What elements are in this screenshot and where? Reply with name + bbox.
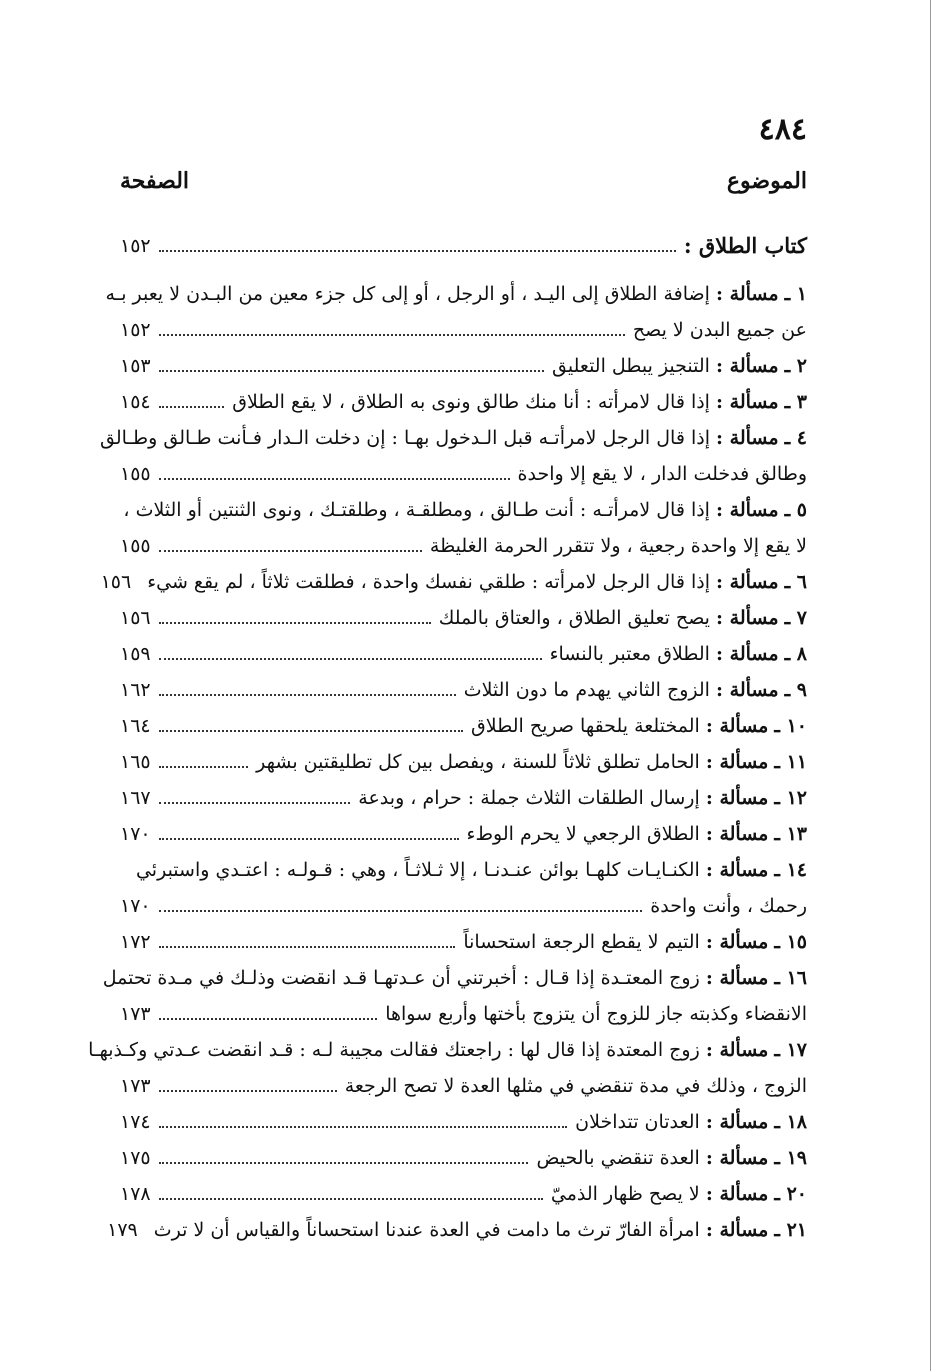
dot-leader [159,946,456,948]
entry-page-number: ١٥٥ [120,463,151,485]
entry-number: ٦ ـ [784,571,807,593]
dot-leader [159,766,249,768]
entry-text [103,966,807,990]
entry-body: عن جميع البدن لا يصح [632,319,807,341]
toc-entry[interactable] [120,486,807,522]
toc-entry[interactable] [105,270,807,306]
entry-body: امرأة الفارّ ترث ما دامت في العدة عندنا استحساناً والقياس أن لا ترث [153,1219,700,1241]
dot-leader [159,406,225,408]
toc-entry[interactable] [120,846,807,882]
entry-page-number: ١٦٢ [120,679,151,701]
entry-body: زوج المعتدة إذا قال لها : راجعتك فقالت مجيبة لـه : قـد انقضت عـدتي وكـذبهـا [88,1039,700,1061]
issue-keyword: مسألة : [716,391,779,413]
book-title-row[interactable] [120,222,807,258]
toc-entry[interactable] [120,1170,807,1206]
dot-leader [159,658,542,660]
toc-entry-continuation[interactable] [120,1062,807,1098]
entry-text [467,822,807,846]
entry-body: رحمك ، وأنت واحدة [650,895,807,917]
entry-body: يصح تعليق الطلاق ، والعتاق بالملك [438,607,710,629]
entry-text [471,714,807,738]
entry-number: ١٣ ـ [774,823,807,845]
entry-body: الانقضاء وكذبته جاز للزوج أن يتزوج بأختها وأربع سواها [385,1003,807,1025]
entry-body: إضافة الطلاق إلى اليـد ، أو الرجل ، أو إلى كل جزء معين من البـدن لا يعبر بـه [105,283,710,305]
toc-entry[interactable] [120,810,807,846]
toc-entry[interactable] [120,918,807,954]
issue-keyword: مسألة : [705,1039,769,1061]
entry-page-number: ١٦٧ [120,787,151,809]
entry-body: التنجيز يبطل التعليق [552,355,710,377]
column-header [120,168,807,208]
entry-text [439,606,807,630]
entry-number: ٢٠ ـ [774,1183,807,1205]
entry-number: ٢ ـ [784,355,807,377]
page-edge-rule [930,0,931,1371]
entry-page-number: ١٧٠ [120,823,151,845]
dot-leader [159,370,544,372]
entry-number: ٣ ـ [784,391,807,413]
entry-body: الطلاق الرجعي لا يحرم الوطء [466,823,700,845]
entry-text [345,1074,807,1098]
entry-text [123,498,807,522]
entry-text [575,1110,807,1134]
toc-entry[interactable] [120,1134,807,1170]
issue-keyword: مسألة : [716,643,779,665]
entry-text [550,642,807,666]
entry-body: إذا قال لامرأته : أنا منك طالق ونوى به الطلاق ، لا يقع الطلاق [232,391,710,413]
entry-number: ١٤ ـ [774,859,807,881]
entry-text [463,930,807,954]
dot-leader [159,1126,568,1128]
dot-leader [159,910,643,912]
entry-number: ٢١ ـ [774,1219,807,1241]
issue-keyword: مسألة : [705,1111,769,1133]
entry-body: إذا قال الرجل لامرأتـه قبل الـدخول بهـا : إن دخلت الـدار فـأنت طـالق وطـالق [100,427,710,449]
entry-page-number: ١٦٥ [120,751,151,773]
entry-text [147,570,807,594]
entry-number: ٥ ـ [784,499,807,521]
issue-keyword: مسألة : [705,715,769,737]
issue-keyword: مسألة : [705,931,769,953]
entry-body: لا يقع إلا واحدة رجعية ، ولا تتقرر الحرمة الغليظة [429,535,807,557]
entry-page-number: ١٧٣ [120,1075,151,1097]
table-of-contents [88,222,807,1242]
entry-body: التيم لا يقطع الرجعة استحساناً [463,931,700,953]
entry-number: ٤ ـ [784,427,807,449]
entry-body: الزوج الثاني يهدم ما دون الثلاث [463,679,710,701]
issue-keyword: مسألة : [716,283,779,305]
issue-keyword: مسألة : [705,859,769,881]
entry-number: ٩ ـ [784,679,807,701]
entry-page-number: ١٧٥ [120,1147,151,1169]
toc-entry-continuation[interactable] [120,522,807,558]
issue-keyword: مسألة : [716,571,779,593]
entry-text [536,1146,807,1170]
issue-keyword: مسألة : [716,607,779,629]
toc-entry[interactable] [120,630,807,666]
entry-page-number: ١٦٤ [120,715,151,737]
dot-leader [159,250,676,252]
toc-entry[interactable] [88,1026,807,1062]
entry-number: ١٩ ـ [774,1147,807,1169]
entry-page-number: ١٧٣ [120,1003,151,1025]
dot-leader [159,838,459,840]
entry-list [88,270,807,1242]
toc-entry[interactable] [120,342,807,378]
entry-text [232,390,807,414]
issue-keyword: مسألة : [705,787,769,809]
entry-text [385,1002,807,1026]
dot-leader [159,334,625,336]
entry-page-number: ١٥٣ [120,355,151,377]
entry-body: العدة تنقضي بالحيض [536,1147,700,1169]
entry-text [518,462,807,486]
dot-leader [159,550,422,552]
entry-page-number: ١٧٨ [120,1183,151,1205]
entry-body: الزوج ، وذلك في مدة تنقضي في مثلها العدة لا تصح الرجعة [344,1075,807,1097]
entry-number: ٧ ـ [784,607,807,629]
book-title-page: ١٥٢ [120,235,151,257]
entry-page-number: ١٥٢ [120,319,151,341]
entry-page-number: ١٧٤ [120,1111,151,1133]
issue-keyword: مسألة : [716,499,779,521]
entry-page-number: ١٥٦ [100,571,132,593]
dot-leader [159,1162,529,1164]
entry-text [105,282,807,306]
entry-text [650,894,807,918]
entry-text [633,318,807,342]
toc-entry[interactable] [102,954,807,990]
entry-text [256,750,807,774]
issue-keyword: مسألة : [716,679,779,701]
entry-page-number: ١٥٤ [120,391,151,413]
entry-page-number: ١٧٠ [120,895,151,917]
dot-leader [159,802,351,804]
entry-number: ١٠ ـ [774,715,807,737]
toc-entry[interactable] [120,1098,807,1134]
issue-keyword: مسألة : [705,1183,769,1205]
toc-entry[interactable] [120,666,807,702]
toc-entry[interactable] [100,414,807,450]
entry-number: ١٦ ـ [774,967,807,989]
entry-text [464,678,807,702]
entry-text [430,534,807,558]
dot-leader [159,1198,543,1200]
entry-number: ١٨ ـ [774,1111,807,1133]
entry-body: الحامل تطلق ثلاثاً للسنة ، ويفصل بين كل تطليقتين بشهر [256,751,700,773]
entry-text [551,1182,807,1206]
toc-entry[interactable] [120,594,807,630]
toc-entry[interactable] [120,702,807,738]
toc-entry[interactable] [100,558,807,594]
entry-body: إذا قال لامرأتـه : أنت طـالق ، ومطلقـة ، وطلقتـك ، ونوى الثنتين أو الثلاث ، [123,499,710,521]
entry-text [154,1218,807,1242]
entry-body: إرسال الطلقات الثلاث جملة : حرام ، وبدعة [358,787,700,809]
entry-page-number: ١٥٥ [120,535,151,557]
issue-keyword: مسألة : [716,427,779,449]
entry-page-number: ١٥٩ [120,643,151,665]
entry-text [100,426,807,450]
entry-number: ١١ ـ [774,751,807,773]
dot-leader [159,622,431,624]
toc-entry-continuation[interactable] [120,882,807,918]
entry-page-number: ١٧٢ [120,931,151,953]
toc-entry-continuation[interactable] [120,450,807,486]
toc-entry[interactable] [120,774,807,810]
dot-leader [159,694,456,696]
entry-number: ٨ ـ [784,643,807,665]
entry-body: إذا قال الرجل لامرأته : طلقي نفسك واحدة ، فطلقت ثلاثاً ، لم يقع شيء [147,571,710,593]
dot-leader [159,1090,337,1092]
toc-entry[interactable] [107,1206,807,1242]
entry-body: وطالق فدخلت الدار ، لا يقع إلا واحدة [517,463,807,485]
toc-entry-continuation[interactable] [120,990,807,1026]
dot-leader [159,730,463,732]
entry-number: ١٧ ـ [774,1039,807,1061]
entry-body: زوج المعتـدة إذا قـال : أخبرتني أن عـدتهـا قـد انقضت وذلـك في مـدة تحتمل [102,967,700,989]
entry-number: ١٥ ـ [774,931,807,953]
entry-body: الطلاق معتبر بالنساء [549,643,710,665]
page-number: ٤٨٤ [758,112,807,147]
dot-leader [159,478,510,480]
entry-text [136,858,807,882]
subject-column-label: الموضوع [726,168,807,194]
issue-keyword: مسألة : [705,823,769,845]
toc-entry[interactable] [120,738,807,774]
issue-keyword: مسألة : [705,1219,769,1241]
entry-text [88,1038,807,1062]
toc-entry-continuation[interactable] [120,306,807,342]
entry-body: المختلعة يلحقها صريح الطلاق [471,715,700,737]
entry-text [358,786,807,810]
entry-body: العدتان تتداخلان [575,1111,700,1133]
entry-page-number: ١٧٩ [107,1219,138,1241]
issue-keyword: مسألة : [705,1147,769,1169]
issue-keyword: مسألة : [716,355,779,377]
issue-keyword: مسألة : [705,751,769,773]
entry-body: الكنـايـات كلهـا بوائن عنـدنـا ، إلا ثـلاثـاً ، وهي : قـولـه : اعتـدي واستبرئي [135,859,700,881]
entry-body: لا يصح ظهار الذميّ [550,1183,700,1205]
entry-page-number: ١٥٦ [120,607,151,629]
entry-number: ١ ـ [784,283,807,305]
book-title: كتاب الطلاق : [683,233,807,258]
issue-keyword: مسألة : [705,967,769,989]
entry-number: ١٢ ـ [774,787,807,809]
entry-text [552,354,807,378]
dot-leader [159,1018,378,1020]
page-column-label: الصفحة [120,168,190,194]
toc-entry[interactable] [120,378,807,414]
